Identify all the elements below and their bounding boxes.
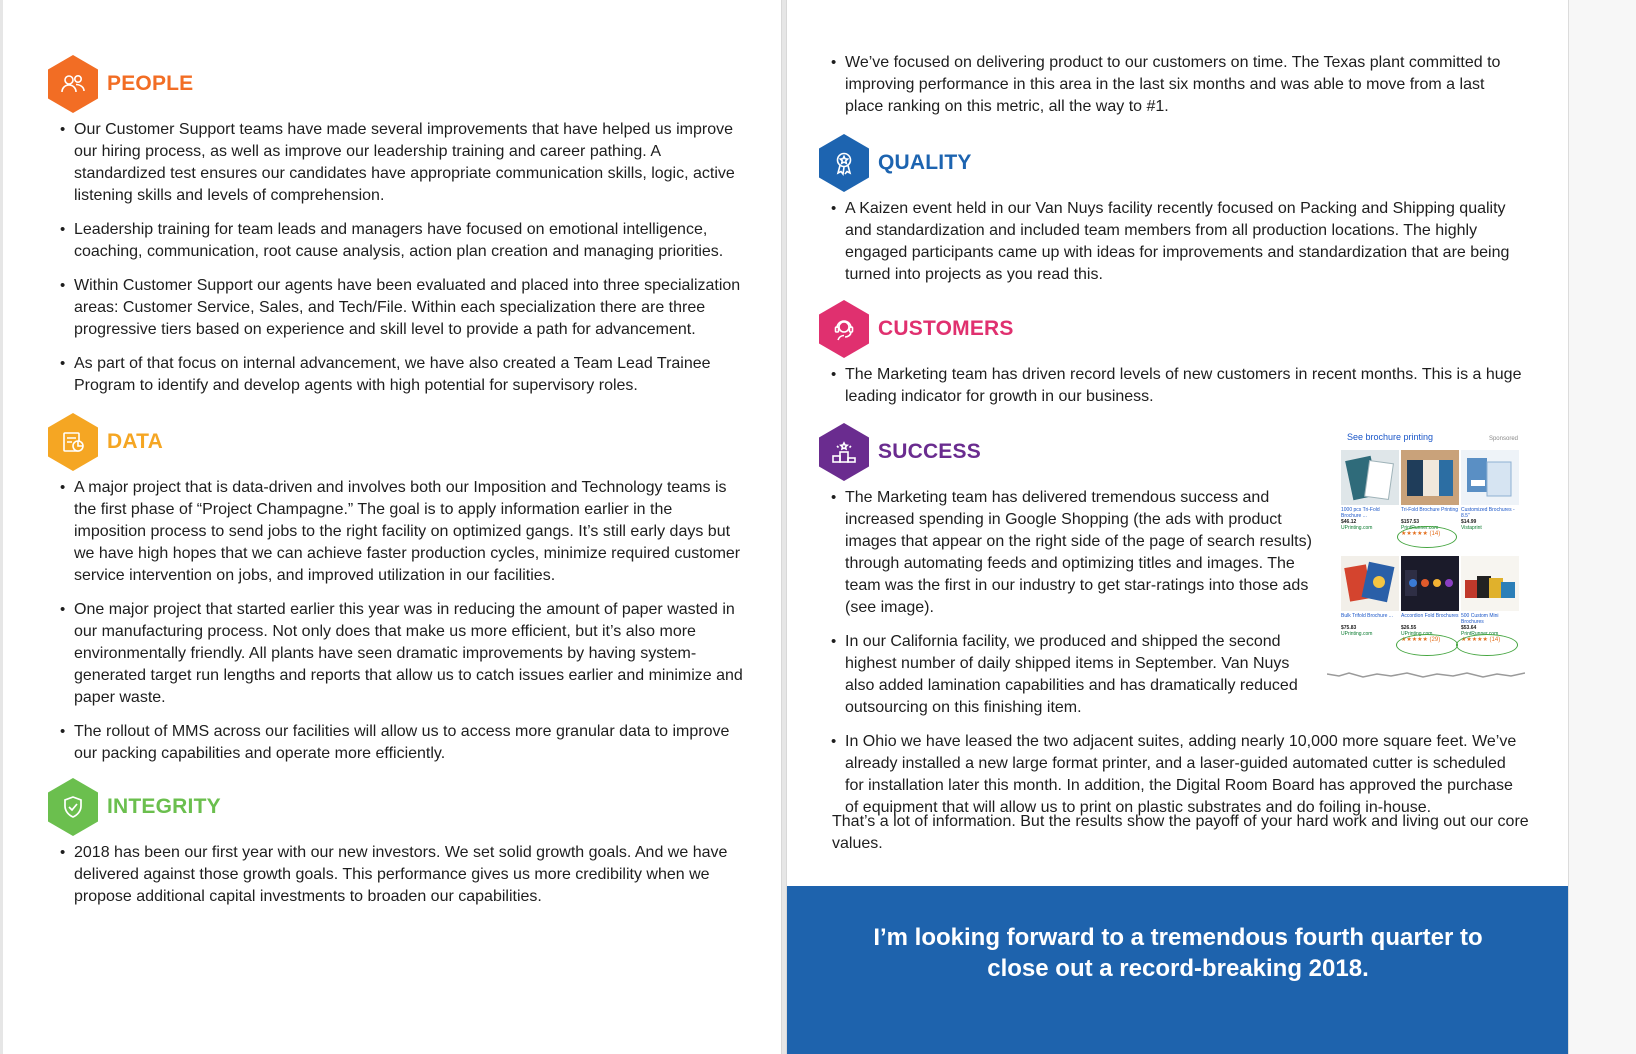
customers-header: [819, 300, 1527, 358]
list-item: • The rollout of MMS across our facilities will allow us to access more granular data to improve our packing capabilities and operate more efficiently.: [61, 721, 746, 765]
ad-card: Tri-Fold Brochure Printing $157.53 PrintRunner.com ★★★★★ (14): [1401, 450, 1459, 555]
data-section: [61, 413, 746, 765]
list-item: • 2018 has been our first year with our new investors. We set solid growth goals. And we have delivered against those growth goals. This performance gives us more credibility when we propose additional capital investments to broaden our capabilities.: [61, 842, 741, 908]
list-item: • One major project that started earlier this year was in reducing the amount of paper wasted in our manufacturing process. Not only does that make us more efficient, but it’s also more environmentally friendly. All plants have seen dramatic improvements by having system-generated target run lengths and reports that allow us to catch issues earlier and minimize and paper waste.: [61, 599, 746, 709]
closing-banner: [787, 886, 1568, 1054]
intro-bullets: [832, 52, 1527, 118]
list-item: • A major project that is data-driven and involves both our Imposition and Technology teams is the first phase of “Project Champagne.” The goal is to apply information earlier in the imposition process to send jobs to the right facility on optimized gangs. It’s still early days but we have high hopes that we can achieve faster production cycles, minimize required customer service intervention on jobs, and improved utilization in our facilities.: [61, 477, 746, 587]
success-bullets-wide: [832, 731, 1527, 819]
brochure-photo-icon: [1461, 450, 1519, 505]
award-ribbon-icon: [819, 134, 869, 192]
ad-card: Accordion Fold Brochures $26.55 UPrinting.com ★★★★★ (29): [1401, 556, 1459, 661]
left-page: [3, 0, 782, 1054]
integrity-bullets: [61, 842, 741, 908]
highlight-circle: [1397, 526, 1457, 548]
list-item: • The Marketing team has driven record levels of new customers in recent months. This is a huge leading indicator for growth in our business.: [832, 364, 1527, 408]
brochure-photo-icon: [1341, 556, 1399, 611]
list-item: • A Kaizen event held in our Van Nuys facility recently focused on Packing and Shipping quality and standardization and included team members from all production locations. The highly engaged participants came up with ideas for improvements and standardization that are being turned into projects as you read this.: [832, 198, 1527, 286]
quality-title: QUALITY: [878, 151, 972, 174]
intro-section: [832, 40, 1527, 118]
shield-check-icon: [48, 778, 98, 836]
list-item: • Leadership training for team leads and managers have focused on emotional intelligence, coaching, communication, root cause analysis, action plan creation and managing priorities.: [61, 219, 741, 263]
customers-bullets: [832, 364, 1527, 408]
highlight-circle: [1456, 634, 1518, 656]
torn-edge: [1327, 670, 1525, 679]
success-title: SUCCESS: [878, 440, 981, 463]
integrity-title: INTEGRITY: [107, 795, 221, 818]
ad-card: 500 Custom Mini Brochures $53.64 PrintRunner.com ★★★★★ (14): [1461, 556, 1519, 661]
customer-headset-icon: [819, 300, 869, 358]
brochure-photo-icon: [1401, 556, 1459, 611]
ad-card: Bulk Trifold Brochure ... $75.83 UPrinting.com: [1341, 556, 1399, 661]
people-bullets: [61, 119, 741, 397]
ads-sponsored-label: Sponsored: [1488, 436, 1518, 442]
ad-card: 1000 pcs Tri-Fold Brochure ... $46.12 UPrinting.com: [1341, 450, 1399, 555]
people-icon: [48, 55, 98, 113]
banner-text: I’m looking forward to a tremendous fourth quarter to close out a record-breaking 2018.: [873, 924, 1483, 982]
brochure-photo-icon: [1401, 450, 1459, 505]
list-item: • In our California facility, we produced and shipped the second highest number of daily shipped items in September. Van Nuys also added lamination capabilities and has dramatically reduced outsourcing on this finishing item.: [832, 631, 1317, 719]
quality-bullets: [832, 198, 1527, 286]
brochure-photo-icon: [1341, 450, 1399, 505]
list-item: • As part of that focus on internal advancement, we have also created a Team Lead Trainee Program to identify and develop agents with high potential for supervisory roles.: [61, 353, 741, 397]
quality-header: [819, 134, 1527, 192]
integrity-section: [61, 778, 741, 908]
people-header: [48, 55, 741, 113]
data-icon: [48, 413, 98, 471]
ads-header-link: See brochure printing: [1347, 432, 1434, 442]
closing-paragraph: That’s a lot of information. But the results show the payoff of your hard work and living out our core values.: [832, 813, 1529, 852]
data-title: DATA: [107, 430, 164, 453]
highlight-circle: [1396, 634, 1458, 656]
shopping-ads-image: [1335, 428, 1522, 678]
list-item: • We’ve focused on delivering product to our customers on time. The Texas plant committed to improving performance in this area in the last six months and was able to move from a last place ranking on this metric, all the way to #1.: [832, 52, 1527, 118]
quality-section: [832, 134, 1527, 286]
list-item: • The Marketing team has delivered tremendous success and increased spending in Google Shopping (the ads with product images that appear on the right side of the page of search results) through automating feeds and optimizing titles and images. The team was the first in our industry to get star-ratings into those ads (see image).: [832, 487, 1317, 619]
success-bullets: [832, 487, 1317, 719]
customers-section: [832, 300, 1527, 408]
right-page: [786, 0, 1568, 1054]
podium-icon: [819, 423, 869, 481]
next-page-edge: [1568, 0, 1636, 1054]
people-section: [61, 55, 741, 397]
data-bullets: [61, 477, 746, 765]
list-item: • Within Customer Support our agents have been evaluated and placed into three specialization areas: Customer Service, Sales, and Tech/File. Within each specialization there are three progressive tiers based on experience and skill level to provide a path for advancement.: [61, 275, 741, 341]
customers-title: CUSTOMERS: [878, 317, 1014, 340]
data-header: [48, 413, 746, 471]
people-title: PEOPLE: [107, 72, 194, 95]
integrity-header: [48, 778, 741, 836]
list-item: • Our Customer Support teams have made several improvements that have helped us improve our hiring process, as well as improve our leadership training and career pathing. A standardized test ensures our candidates have appropriate communication skills, logic, active listening skills and levels of comprehension.: [61, 119, 741, 207]
list-item: • In Ohio we have leased the two adjacent suites, adding nearly 10,000 more square feet. We’ve already installed a new large format printer, and a laser-guided automated cutter is scheduled for installation later this month. In addition, the Digital Room Board has approved the purchase of equipment that will allow us to print on plastic substrates and do foiling in-house.: [832, 731, 1527, 819]
brochure-photo-icon: [1461, 556, 1519, 611]
ad-card: Customized Brochures - 8.5" $14.99 Vistaprint: [1461, 450, 1519, 555]
